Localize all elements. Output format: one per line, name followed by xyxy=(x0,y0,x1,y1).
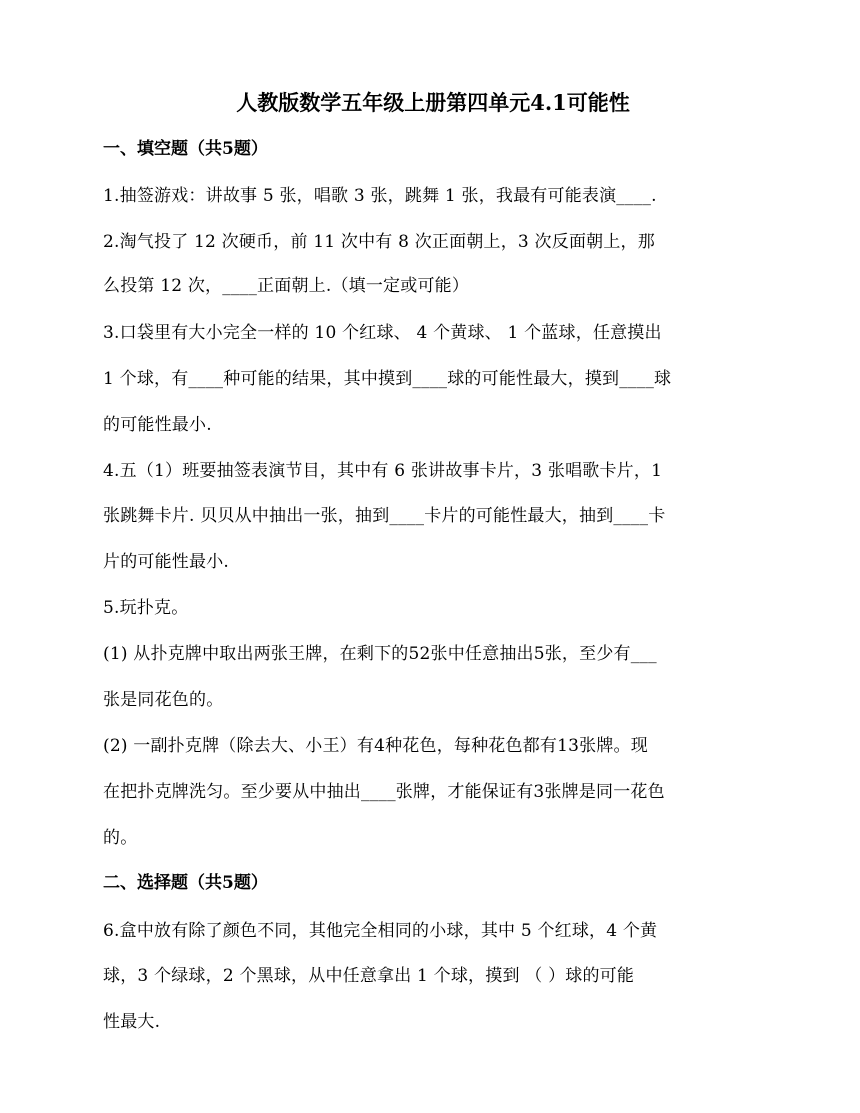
question-line: 4.五（1）班要抽签表演节目，其中有 6 张讲故事卡片，3 张唱歌卡片，1 xyxy=(103,461,663,481)
question-line: 6.盒中放有除了颜色不同，其他完全相同的小球，其中 5 个红球，4 个黄 xyxy=(103,921,658,941)
question-line: 性最大. xyxy=(103,1012,161,1032)
question-line: 张是同花色的。 xyxy=(103,690,224,710)
question-line: 的。 xyxy=(103,828,138,848)
question-line: 么投第 12 次，____正面朝上.（填一定或可能） xyxy=(103,276,470,296)
document-title: 人教版数学五年级上册第四单元4.1可能性 xyxy=(236,90,630,115)
question-line: (2) 一副扑克牌（除去大、小王）有4种花色，每种花色都有13张牌。现 xyxy=(103,736,648,756)
question-line: 3.口袋里有大小完全一样的 10 个红球、 4 个黄球、 1 个蓝球，任意摸出 xyxy=(103,323,662,343)
question-line: 球，3 个绿球，2 个黑球，从中任意拿出 1 个球，摸到 （ ）球的可能 xyxy=(103,966,635,986)
question-line: 5.玩扑克。 xyxy=(103,598,189,618)
section-heading-multiple-choice: 二、选择题（共5题） xyxy=(103,873,268,893)
question-line: 2.淘气投了 12 次硬币，前 11 次中有 8 次正面朝上，3 次反面朝上，那 xyxy=(103,232,655,252)
question-line: 1 个球，有____种可能的结果，其中摸到____球的可能性最大，摸到____球 xyxy=(103,369,672,389)
question-line: 在把扑克牌洗匀。至少要从中抽出____张牌，才能保证有3张牌是同一花色 xyxy=(103,782,665,802)
question-line: 片的可能性最小. xyxy=(103,552,230,572)
question-line: 1.抽签游戏：讲故事 5 张，唱歌 3 张，跳舞 1 张，我最有可能表演____. xyxy=(103,186,657,206)
question-line: 张跳舞卡片. 贝贝从中抽出一张，抽到____卡片的可能性最大，抽到____卡 xyxy=(103,506,666,526)
question-line: (1) 从扑克牌中取出两张王牌，在剩下的52张中任意抽出5张，至少有___ xyxy=(103,644,657,664)
section-heading-fill-in: 一、填空题（共5题） xyxy=(103,139,268,159)
question-line: 的可能性最小. xyxy=(103,415,212,435)
